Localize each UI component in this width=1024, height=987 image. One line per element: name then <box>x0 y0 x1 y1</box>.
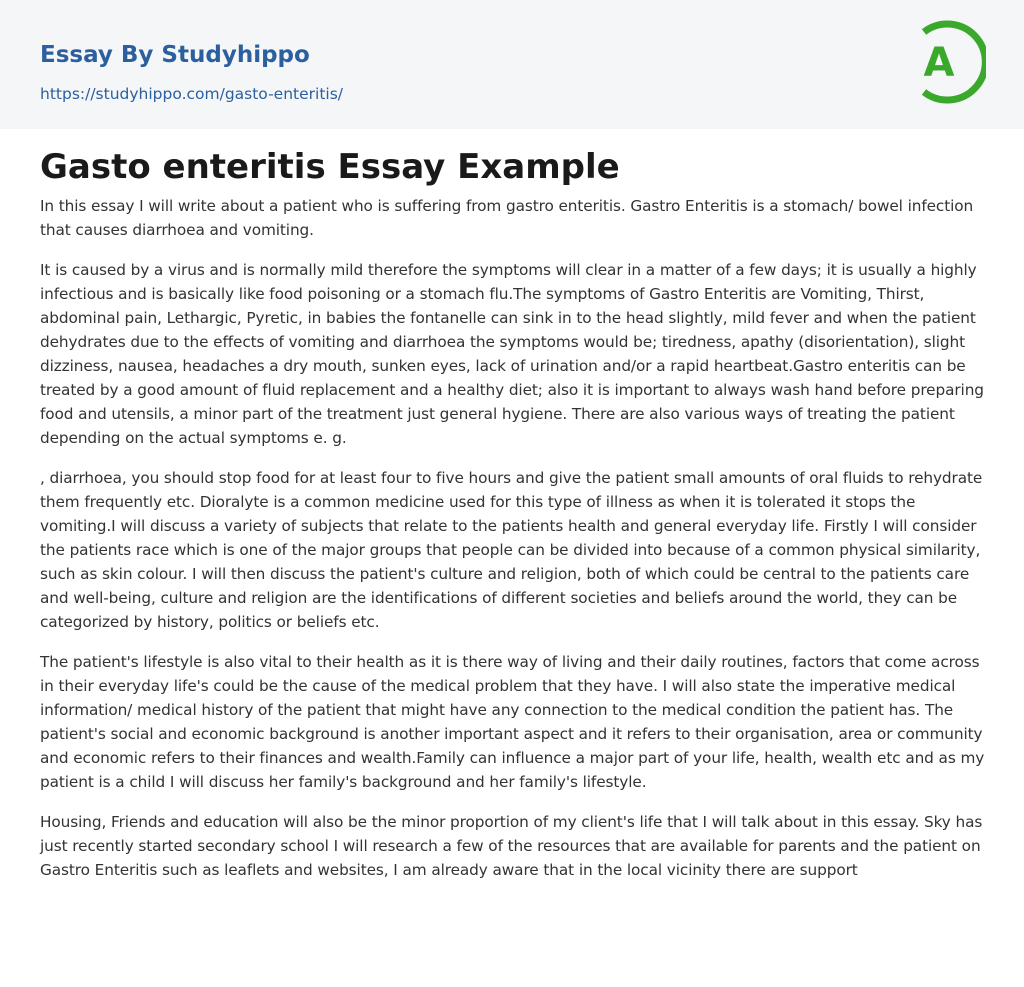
essay-paragraph: In this essay I will write about a patient who is suffering from gastro enteritis. Gastro Enteritis is a stomach/ bowel infection that causes diarrhoea and vomiting. <box>40 197 974 239</box>
page-url-link[interactable]: https://studyhippo.com/gasto-enteritis/ <box>40 85 344 103</box>
brand-title[interactable]: Essay By Studyhippo <box>40 42 310 68</box>
studyhippo-logo-icon[interactable] <box>912 19 986 105</box>
essay-body <box>40 194 988 898</box>
page-title: Gasto enteritis Essay Example <box>40 147 620 187</box>
essay-paragraph: It is caused by a virus and is normally mild therefore the symptoms will clear in a matter of a few days; it is usually a highly infectious and is basically like food poisoning or a stomach flu.The symptoms of Gastro Enteritis are Vomiting, Thirst, abdominal pain, Lethargic, Pyretic, in babies the fontanelle can sink in to the head slightly, mild fever and when the patient dehydrates due to the effects of vomiting and diarrhoea the symptoms would be; tiredness, apathy (disorientation), slight dizziness, nausea, headaches a dry mouth, sunken eyes, lack of urination and/or a rapid heartbeat.Gastro enteritis can be treated by a good amount of fluid replacement and a healthy diet; also it is important to always wash hand before preparing food and utensils, a minor part of the treatment just general hygiene. There are also various ways of treating the patient depending on the actual symptoms e. g. <box>40 261 984 447</box>
essay-paragraph: The patient's lifestyle is also vital to their health as it is there way of living and their daily routines, factors that come across in their everyday life's could be the cause of the medical problem that they have. I will also state the imperative medical information/ medical history of the patient that might have any connection to the medical condition the patient has. The patient's social and economic background is another important aspect and it refers to their organisation, area or community and economic refers to their finances and wealth.Family can influence a major part of your life, health, wealth etc and as my patient is a child I will discuss her family's background and her family's lifestyle. <box>40 653 985 791</box>
essay-paragraph: , diarrhoea, you should stop food for at least four to five hours and give the patient small amounts of oral fluids to rehydrate them frequently etc. Dioralyte is a common medicine used for this type of illness as when it is tolerated it stops the vomiting.I will discuss a variety of subjects that relate to the patients health and general everyday life. Firstly I will consider the patients race which is one of the major groups that people can be divided into because of a common physical similarity, such as skin colour. I will then discuss the patient's culture and religion, both of which could be central to the patients care and well-being, culture and religion are the identifications of different societies and beliefs around the world, they can be categorized by history, politics or beliefs etc. <box>40 469 983 631</box>
essay-paragraph: Housing, Friends and education will also be the minor proportion of my client's life that I will talk about in this essay. Sky has just recently started secondary school I will research a few of the resources that are available for parents and the patient on Gastro Enteritis such as leaflets and websites, I am already aware that in the local vicinity there are support <box>40 813 983 879</box>
logo-letter: A <box>923 40 955 86</box>
site-header <box>0 0 1024 129</box>
